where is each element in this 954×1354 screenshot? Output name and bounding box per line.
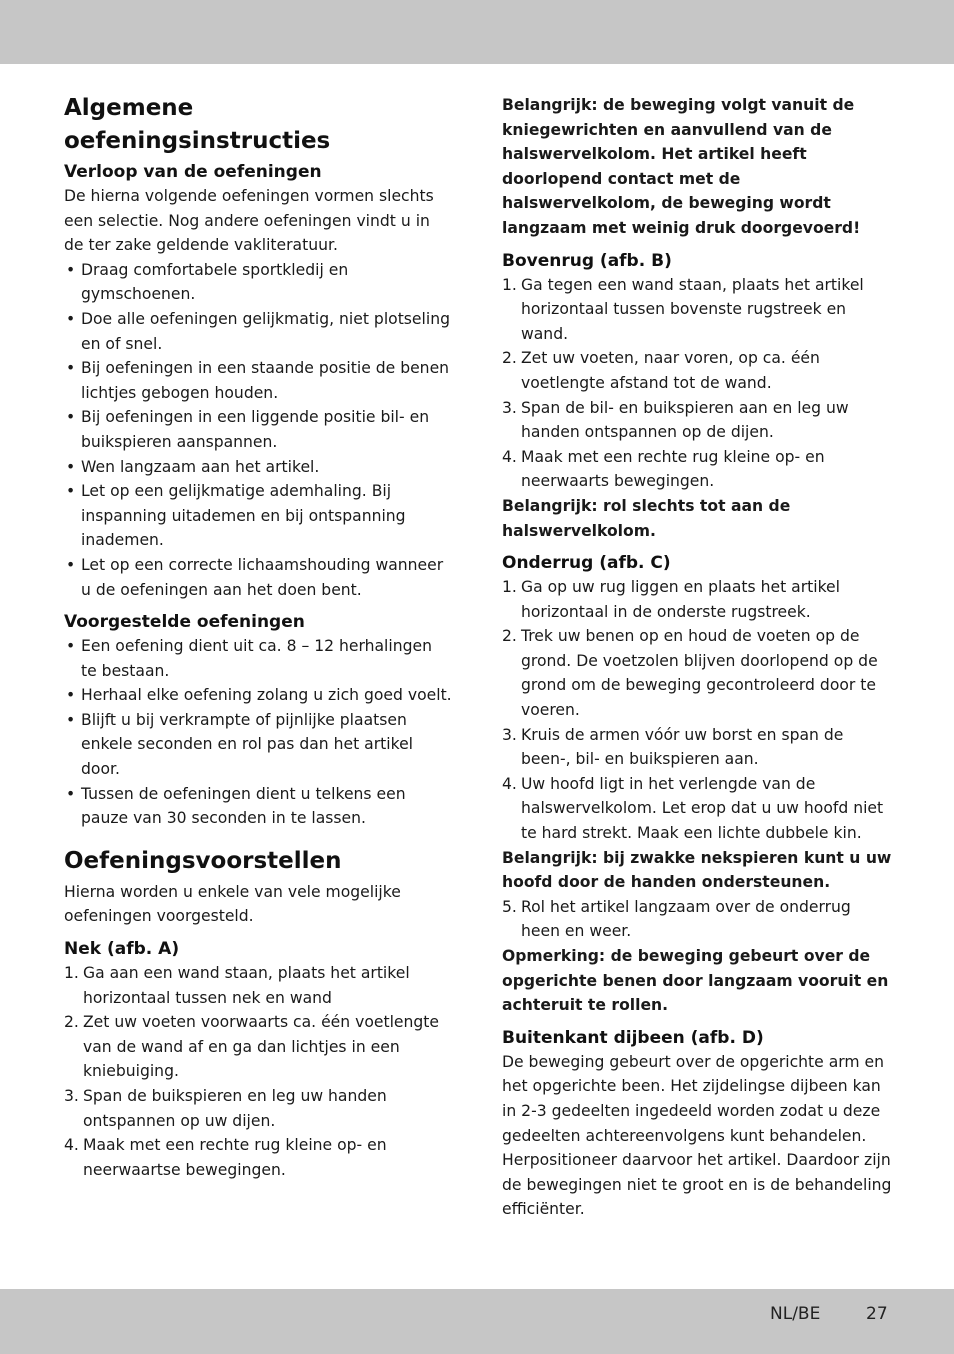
bullet-list-course — [64, 258, 452, 602]
outer-thigh-paragraph: De beweging gebeurt over de opgerichte arm en het opgerichte been. Het zijdelingse dijbeen kan in 2-3 gedeelten ingedeeld worden zodat u deze gedeelten achtereenvolgens kunt behandelen. Herpositioneer daarvoor het artikel. Daardoor zijn de bewegingen niet te groot en is de behandeling efficiënter. — [502, 1052, 892, 1219]
section-title-exercise-proposals: Oefeningsvoorstellen — [64, 847, 342, 874]
important-note-lower-back: Belangrijk: bij zwakke nekspieren kunt u uw hoofd door de handen ondersteunen. — [502, 848, 892, 892]
list-item: 2. Trek uw benen op en houd de voeten op de grond. De voetzolen blijven doorlopend op de grond om de beweging gecontroleerd door te voeren. — [502, 627, 878, 720]
list-item: • Wen langzaam aan het artikel. — [66, 457, 320, 476]
list-item: • Let op een gelijkmatige ademhaling. Bij inspanning uitademen en bij ontspanning inademen. — [66, 482, 406, 550]
subheading-lower-back: Onderrug (afb. C) — [502, 553, 671, 574]
list-item: 3. Span de buikspieren en leg uw handen ontspannen op uw dijen. — [64, 1087, 387, 1130]
numbered-list-lower-back — [502, 575, 894, 846]
list-item: • Bij oefeningen in een liggende positie bil- en buikspieren aanspannen. — [66, 408, 430, 451]
right-column — [502, 93, 894, 1222]
remark-note: Opmerking: de beweging gebeurt over de opgerichte benen door langzaam vooruit en achteruit te rollen. — [502, 947, 889, 1015]
list-item: 4. Maak met een rechte rug kleine op- en neerwaartse bewegingen. — [64, 1136, 387, 1179]
numbered-list-neck — [64, 961, 452, 1182]
subheading-proposed-exercises: Voorgestelde oefeningen — [64, 612, 305, 633]
subheading-upper-back: Bovenrug (afb. B) — [502, 250, 672, 271]
list-item: 4. Uw hoofd ligt in het verlengde van de halswervelkolom. Let erop dat u uw hoofd niet te hard strekt. Maak een lichte dubbele kin. — [502, 774, 884, 843]
subheading-neck: Nek (afb. A) — [64, 939, 180, 960]
list-item: 1. Ga op uw rug liggen en plaats het artikel horizontaal in de onderste rugstreek. — [502, 578, 840, 621]
list-item: • Blijft u bij verkrampte of pijnlijke plaatsen enkele seconden en rol pas dan het artikel door. — [66, 710, 413, 779]
list-item: • Bij oefeningen in een staande positie de benen lichtjes gebogen houden. — [66, 359, 450, 402]
page-number: 27 — [866, 1304, 888, 1324]
subheading-exercise-course: Verloop van de oefeningen — [64, 162, 322, 182]
list-item: 3. Span de bil- en buikspieren aan en leg uw handen ontspannen op de dijen. — [502, 398, 849, 442]
intro-paragraph-proposals: Hierna worden u enkele van vele mogelijke oefeningen voorgesteld. — [64, 882, 401, 926]
important-note-neck: Belangrijk: de beweging volgt vanuit de kniegewrichten en aanvullend van de halswervelkolom. Het artikel heeft doorlopend contact met de halswervelkolom, de beweging wordt langzaam met weinig druk doorgevoerd! — [502, 96, 861, 237]
header-bar — [0, 0, 954, 64]
subheading-outer-thigh: Buitenkant dijbeen (afb. D) — [502, 1027, 764, 1048]
list-item: 1. Ga aan een wand staan, plaats het artikel horizontaal tussen nek en wand — [64, 964, 410, 1007]
list-item: 2. Zet uw voeten voorwaarts ca. één voetlengte van de wand af en ga dan lichtjes in een kniebuiging. — [64, 1013, 440, 1081]
bullet-list-proposed — [64, 634, 452, 831]
left-column — [64, 92, 452, 1182]
intro-paragraph: De hierna volgende oefeningen vormen slechts een selectie. Nog andere oefeningen vindt u in de ter zake geldende vakliteratuur. — [64, 187, 434, 255]
list-item: 5. Rol het artikel langzaam over de onderrug heen en weer. — [502, 897, 851, 941]
list-item: • Tussen de oefeningen dient u telkens een pauze van 30 seconden in te lassen. — [66, 784, 406, 828]
list-item: 3. Kruis de armen vóór uw borst en span de been-, bil- en buikspieren aan. — [502, 725, 844, 769]
list-item: 2. Zet uw voeten, naar voren, op ca. één voetlengte afstand tot de wand. — [502, 349, 820, 392]
list-item: 4. Maak met een rechte rug kleine op- en neerwaarts bewegingen. — [502, 447, 825, 491]
list-item: • Een oefening dient uit ca. 8 – 12 herhalingen te bestaan. — [66, 637, 432, 680]
list-item: 1. Ga tegen een wand staan, plaats het artikel horizontaal tussen bovenste rugstreek en wand. — [502, 275, 864, 343]
numbered-list-upper-back — [502, 273, 894, 494]
list-item: • Doe alle oefeningen gelijkmatig, niet plotseling en of snel. — [66, 309, 450, 353]
important-note-upper-back: Belangrijk: rol slechts tot aan de halswervelkolom. — [502, 496, 791, 540]
footer-language: NL/BE — [770, 1304, 821, 1324]
section-title-general-instructions: Algemene oefeningsinstructies — [64, 95, 331, 154]
list-item: • Draag comfortabele sportkledij en gymschoenen. — [66, 260, 349, 304]
list-item: • Let op een correcte lichaamshouding wanneer u de oefeningen aan het doen bent. — [66, 555, 444, 599]
list-item: • Herhaal elke oefening zolang u zich goed voelt. — [66, 686, 452, 705]
numbered-list-lower-back-cont — [502, 895, 894, 944]
